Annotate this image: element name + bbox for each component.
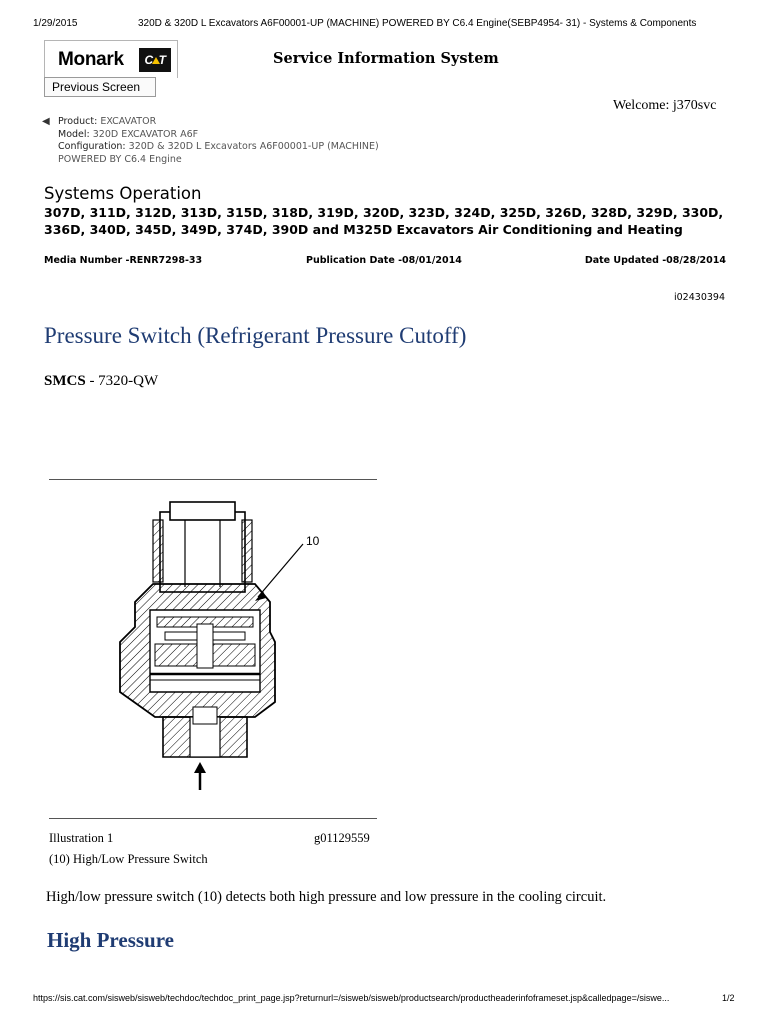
cat-logo-icon — [139, 48, 171, 72]
previous-screen-button[interactable]: Previous Screen — [44, 77, 156, 97]
configuration-label: Configuration: — [58, 141, 126, 152]
illustration-legend: (10) High/Low Pressure Switch — [49, 852, 208, 866]
illustration-id: g01129559 — [314, 831, 370, 845]
configuration-value-2: POWERED BY C6.4 Engine — [58, 153, 182, 165]
configuration-row-2 — [44, 154, 379, 167]
product-label: Product: — [58, 116, 98, 127]
illustration-label: Illustration 1 — [49, 831, 114, 845]
models-list: 307D, 311D, 312D, 313D, 315D, 318D, 319D, 320D, 323D, 324D, 325D, 326D, 328D, 329D, 330D, 336D, 340D, 345D, 349D, 374D, 390D and M325D Excavators Air Conditioning and Heating — [44, 205, 724, 237]
media-number: Media Number -RENR7298-33 — [44, 255, 203, 266]
publication-date: Publication Date -08/01/2014 — [306, 255, 462, 266]
print-footer — [0, 993, 768, 1007]
smcs-value: - 7320-QW — [85, 373, 159, 389]
cat-badge-right: T — [158, 53, 166, 67]
sis-title: Service Information System — [273, 50, 499, 67]
welcome-user: Welcome: j370svc — [613, 98, 717, 113]
print-title: 320D & 320D L Excavators A6F00001-UP (MACHINE) POWERED BY C6.4 Engine(SEBP4954- 31) - Systems & Components — [138, 18, 697, 29]
document-meta — [44, 255, 726, 267]
smcs-label: SMCS — [44, 373, 86, 389]
model-row — [44, 129, 379, 142]
switch-housing — [120, 584, 275, 717]
page-heading: Pressure Switch (Refrigerant Pressure Cutoff) — [44, 323, 467, 348]
body-paragraph: High/low pressure switch (10) detects both high pressure and low pressure in the cooling circuit. — [46, 889, 607, 905]
callout-10 — [255, 534, 320, 601]
print-header — [0, 18, 768, 32]
model-label: Model: — [58, 128, 90, 140]
configuration-value: 320D & 320D L Excavators A6F00001-UP (MACHINE) — [128, 141, 379, 152]
pressure-switch-illustration — [95, 492, 335, 802]
section-title: Systems Operation — [44, 184, 202, 203]
connector-body — [153, 502, 252, 592]
product-value: EXCAVATOR — [100, 116, 157, 127]
product-info — [44, 116, 379, 166]
print-date: 1/29/2015 — [33, 18, 78, 29]
smcs-code — [44, 373, 158, 390]
print-page-number: 1/2 — [722, 993, 735, 1003]
back-chevron-icon[interactable]: ◀ — [42, 116, 50, 127]
logo-text: Monark — [58, 49, 124, 70]
illustration-top-rule — [49, 479, 377, 480]
pressure-arrow-icon — [194, 762, 206, 790]
product-row — [44, 116, 379, 129]
model-value: 320D EXCAVATOR A6F — [92, 128, 199, 140]
document-id: i02430394 — [674, 292, 725, 303]
subheading-high-pressure: High Pressure — [47, 928, 174, 952]
configuration-row — [44, 141, 379, 154]
date-updated: Date Updated -08/28/2014 — [584, 255, 726, 266]
callout-number: 10 — [306, 534, 320, 548]
illustration-bottom-rule — [49, 818, 377, 819]
print-url: https://sis.cat.com/sisweb/sisweb/techdoc/techdoc_print_page.jsp?returnurl=/sisweb/sisweb/productsearch/productheaderinfoframeset.jsp&calledpage=/siswe... — [33, 993, 670, 1003]
cat-badge-left: C — [144, 53, 153, 67]
monark-cat-logo — [44, 40, 178, 78]
